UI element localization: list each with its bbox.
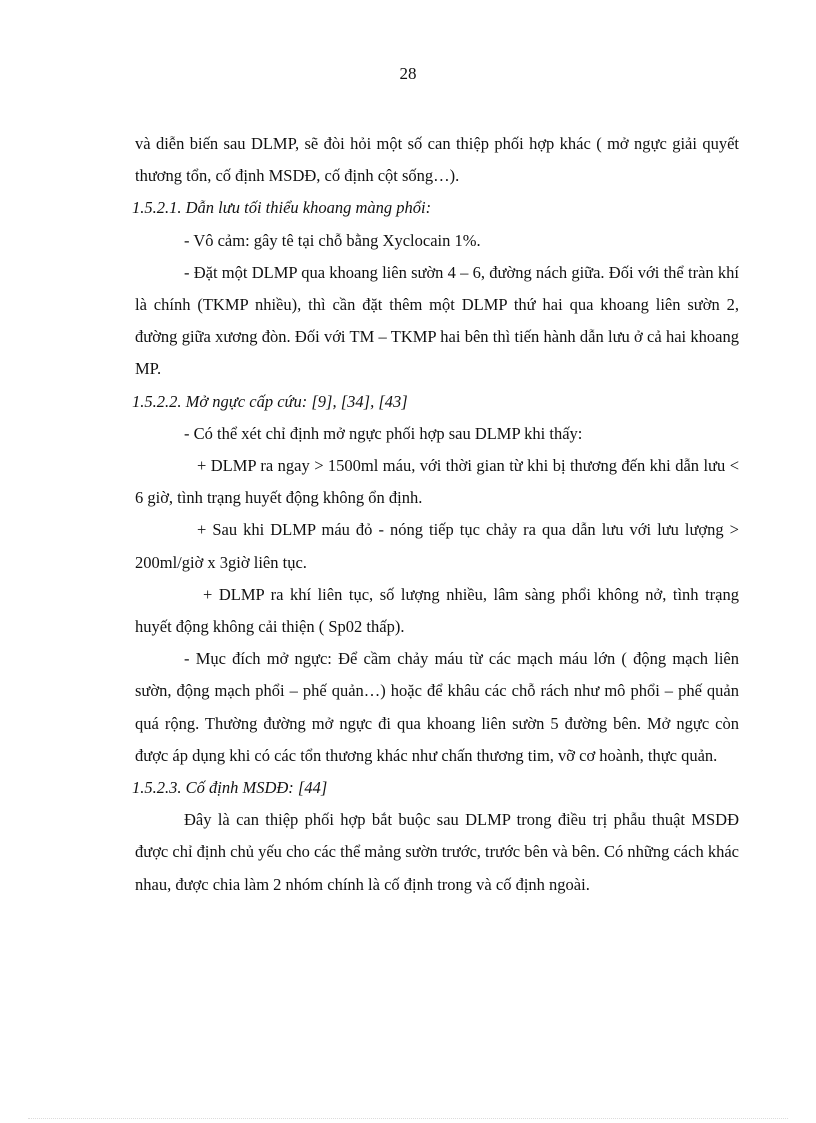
paragraph-criterion-flow: + Sau khi DLMP máu đỏ - nóng tiếp tục chảy ra qua dẫn lưu với lưu lượng > 200ml/giờ x 3giờ liên tục. [135,520,739,572]
paragraph-criterion-air: + DLMP ra khí liên tục, số lượng nhiều, lâm sàng phổi không nở, tình trạng huyết động không cải thiện ( Sp02 thấp). [135,584,739,637]
page-bottom-border [28,1118,788,1119]
document-body [132,128,739,901]
paragraph-drain-placement: - Đặt một DLMP qua khoang liên sườn 4 – 6, đường nách giữa. Đối với thể tràn khí là chính (TKMP nhiều), thì cần đặt thêm một DLMP thứ hai qua khoang liên sườn 2, đường giữa xương đòn. Đối với TM – TKMP hai bên thì tiến hành dẫn lưu ở cả hai khoang MP. [135,262,739,379]
section-heading-1-5-2-1: 1.5.2.1. Dẫn lưu tối thiểu khoang màng phổi: [132,198,432,218]
page-number: 28 [399,64,417,83]
paragraph-intro: và diễn biến sau DLMP, sẽ đòi hỏi một số can thiệp phối hợp khác ( mở ngực giải quyết thương tổn, cố định MSDĐ, cố định cột sống…). [135,134,739,186]
paragraph-purpose: - Mục đích mở ngực: Để cầm chảy máu từ các mạch máu lớn ( động mạch liên sườn, động mạch phổi – phế quản…) hoặc để khâu các chỗ rách như mô phổi – phế quản quá rộng. Thường đường mở ngực đi qua khoang liên sườn 5 đường bên. Mở ngực còn được áp dụng khi có các tổn thương khác như chấn thương tim, vỡ cơ hoành, thực quản. [135,649,739,765]
section-heading-1-5-2-2: 1.5.2.2. Mở ngực cấp cứu: [9], [34], [43] [132,391,408,411]
paragraph-criterion-blood: + DLMP ra ngay > 1500ml máu, với thời gian từ khi bị thương đến khi dẫn lưu < 6 giờ, tình trạng huyết động không ổn định. [135,456,739,508]
paragraph-anesthesia: - Vô cảm: gây tê tại chỗ bằng Xyclocain 1%. [184,230,481,250]
paragraph-indication: - Có thể xét chỉ định mở ngực phối hợp sau DLMP khi thấy: [184,423,583,443]
section-heading-1-5-2-3: 1.5.2.3. Cố định MSDĐ: [44] [132,778,328,798]
paragraph-fixation: Đây là can thiệp phối hợp bắt buộc sau DLMP trong điều trị phẫu thuật MSDĐ được chỉ định chủ yếu cho các thể mảng sườn trước, trước bên và bên. Có những cách khác nhau, được chia làm 2 nhóm chính là cố định trong và cố định ngoài. [135,810,739,894]
